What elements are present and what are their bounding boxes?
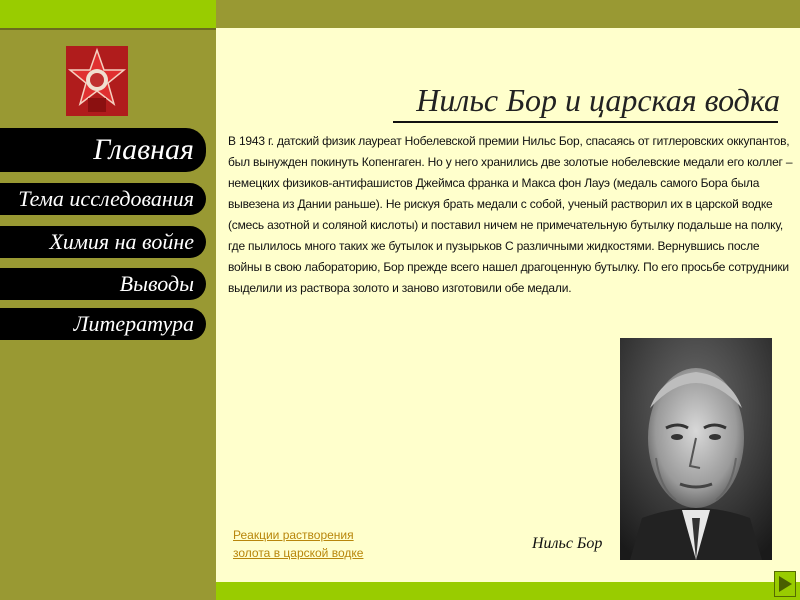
play-next-icon[interactable] — [774, 571, 796, 597]
nav-chemistry-war[interactable]: Химия на войне — [0, 226, 206, 258]
top-olive-bar — [216, 0, 800, 28]
bottom-green-bar — [216, 582, 800, 600]
bottom-olive-bar — [0, 582, 216, 600]
nav-conclusions[interactable]: Выводы — [0, 268, 206, 300]
top-green-bar — [0, 0, 216, 28]
nav-research-topic[interactable]: Тема исследования — [0, 183, 206, 215]
article-text: В 1943 г. датский физик лауреат Нобелевской премии Нильс Бор, спасаясь от гитлеровских оккупантов, был вынужден покинуть Копенгаген. Но у него хранились две золотые нобелевские медали его коллег – немецких физиков-антифашистов Джеймса франка и Макса фон Лауэ (медаль самого Бора была вывезена из Дании раньше). Не рискуя брать медали с собой, ученый растворил их в царской водке (смесь азотной и соляной кислоты) и поставил ничем не примечательную бутылку подальше на полку, где пылилось много таких же бутылок и пузырьков С различными жидкостями. Вернувшись после войны в свою лабораторию, Бор прежде всего нашел драгоценную бутылку. По его просьбе сотрудники выделили из раствора золото и заново изготовили обе медали. — [228, 134, 793, 295]
portrait-photo — [620, 338, 772, 560]
photo-caption: Нильс Бор — [532, 535, 603, 552]
page-title: Нильс Бор и царская водка — [416, 82, 780, 118]
title-underline — [393, 121, 778, 123]
nav-main[interactable]: Главная — [0, 128, 206, 172]
nav-literature[interactable]: Литература — [0, 308, 206, 340]
reactions-link[interactable]: Реакции растворения золота в царской водке — [233, 528, 364, 560]
red-star-order-icon — [66, 46, 128, 116]
